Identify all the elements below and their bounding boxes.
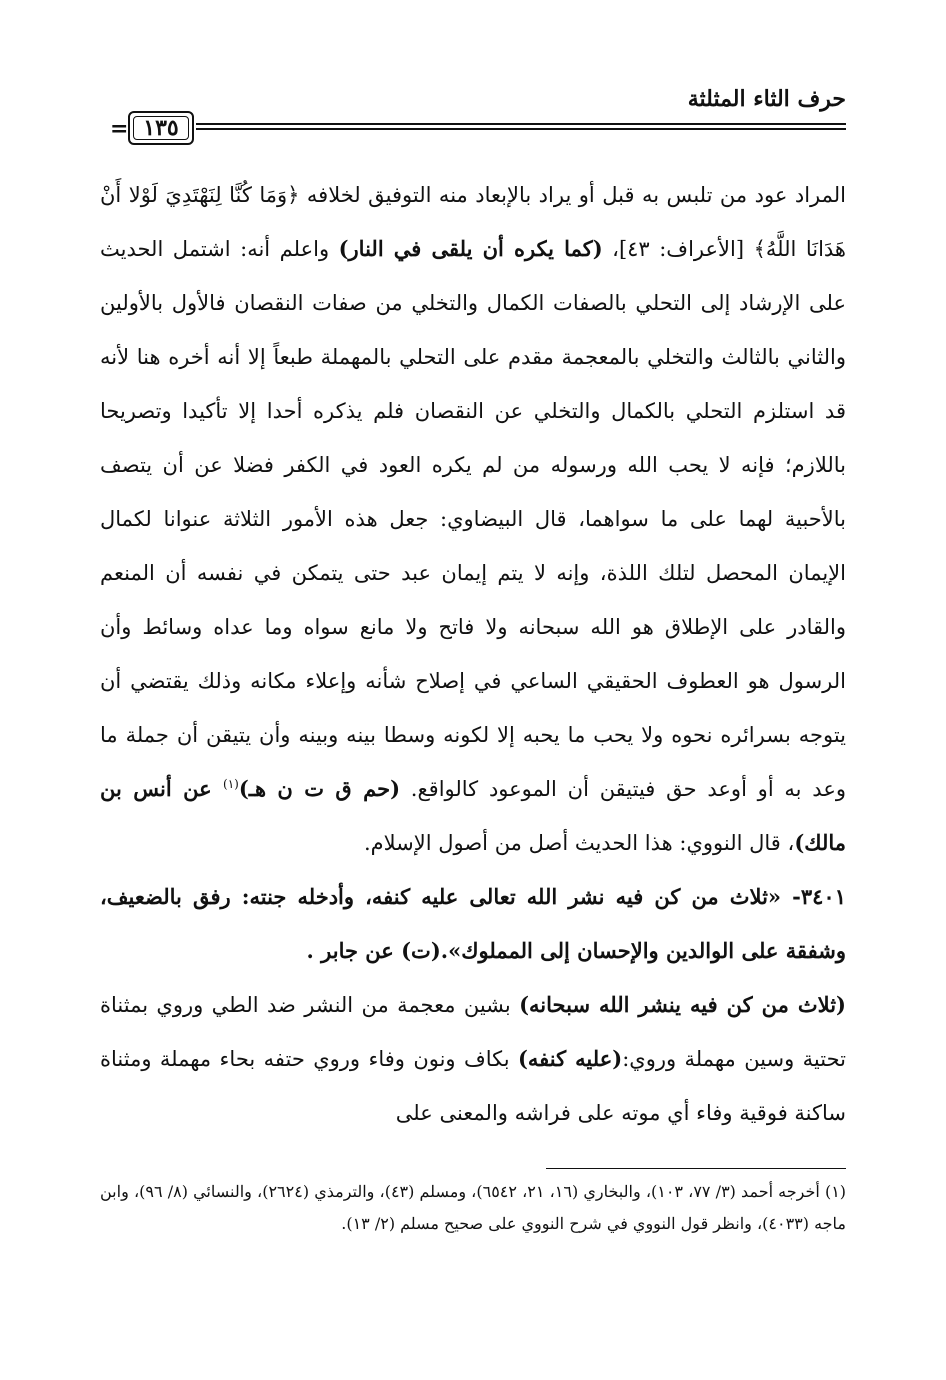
paragraph-3: [100, 978, 846, 1140]
text-run: ، قال النووي: هذا الحديث أصل من أصول الإسلام.: [363, 831, 795, 855]
hadith-3401: ٣٤٠١- «ثلاث من كن فيه نشر الله تعالى عليه كنفه، وأدخله جنته: رفق بالضعيف، وشفقة على الوالدين والإحسان إلى المملوك».(ت) عن جابر .: [100, 884, 846, 963]
footnotes: [100, 1176, 846, 1240]
verse-reference: [الأعراف: ٤٣]،: [602, 237, 754, 261]
chapter-title: حرف الثاء المثلثة: [687, 86, 846, 112]
hadith-phrase: (كما يكره أن يلقى في النار): [338, 236, 603, 261]
text-run: بكاف ونون وفاء وروي حتفه بحاء مهملة ومثناة ساكنة فوقية وفاء أي موته على فراشه والمعنى على: [100, 1047, 846, 1125]
hadith-phrase: (عليه كنفه): [517, 1046, 623, 1071]
paragraph-1: [100, 168, 846, 870]
page-number: ١٣٥: [128, 111, 194, 145]
text-run: المراد عود من تلبس به قبل أو يراد بالإبعاد منه التوفيق لخلافه: [299, 183, 846, 207]
hadith-phrase: (ثلاث من كن فيه ينشر الله سبحانه): [519, 992, 846, 1017]
text-run: بشين معجمة من النشر ضد الطي وروي بمثناة تحتية وسين مهملة وروي:: [100, 993, 846, 1071]
footnote-separator: [546, 1168, 846, 1169]
main-text: [100, 168, 846, 1140]
quran-verse: ﴿وَمَا كُنَّا لِنَهْتَدِيَ لَوْلا أَنْ هَدَانَا اللَّهُ﴾: [100, 183, 847, 261]
source-abbrev: (حم ق ت ن هـ): [238, 776, 401, 801]
narrator: عن أنس بن مالك): [100, 776, 846, 855]
footnote-marker: (١): [223, 777, 239, 791]
header-left-mark: =: [110, 116, 129, 142]
footnote-1: (١) أخرجه أحمد (٣/ ٧٧، ١٠٣)، والبخاري (١٦، ٢١، ٦٥٤٢)، ومسلم (٤٣)، والترمذي (٢٦٢٤)، والنسائي (٨/ ٩٦)، وابن ماجه (٤٠٣٣)، وانظر قول النووي في شرح النووي على صحيح مسلم (٢/ ١٣).: [100, 1182, 847, 1233]
header-double-rule: [196, 123, 846, 130]
text-run: واعلم أنه: اشتمل الحديث على الإرشاد إلى التحلي بالصفات الكمال والتخلي من صفات النقصان فالأول بالأولين والثاني بالثالث والتخلي بالمعجمة مقدم على التحلي بالمهملة طبعاً إلا أنه أخره هنا لأنه قد استلزم التحلي بالكمال والتخلي عن النقصان فلم يذكره أحدا إلا تأكيدا وتصريحا باللازم؛ فإنه لا يحب الله ورسوله من لم يكره العود في الكفر فضلا عن أن يتصف بالأحبية لهما على ما سواهما، قال البيضاوي: جعل هذه الأمور الثلاثة عنوانا لكمال الإيمان المحصل لتلك اللذة، وإنه لا يتم إيمان عبد حتى يتمكن في نفسه أن المنعم والقادر على الإطلاق هو الله سبحانه ولا فاتح ولا مانع سواه وما عداه وسائط وأن الرسول هو العطوف الحقيقي الساعي في إصلاح شأنه وإعلاء مكانه وذلك يقتضي أن يتوجه بسرائره نحوه ولا يحب ما يحبه إلا لكونه وسطا بينه وبينه وأن يتيقن أن جملة ما وعد به أو أوعد حق فيتيقن أن الموعود كالواقع.: [100, 237, 846, 801]
